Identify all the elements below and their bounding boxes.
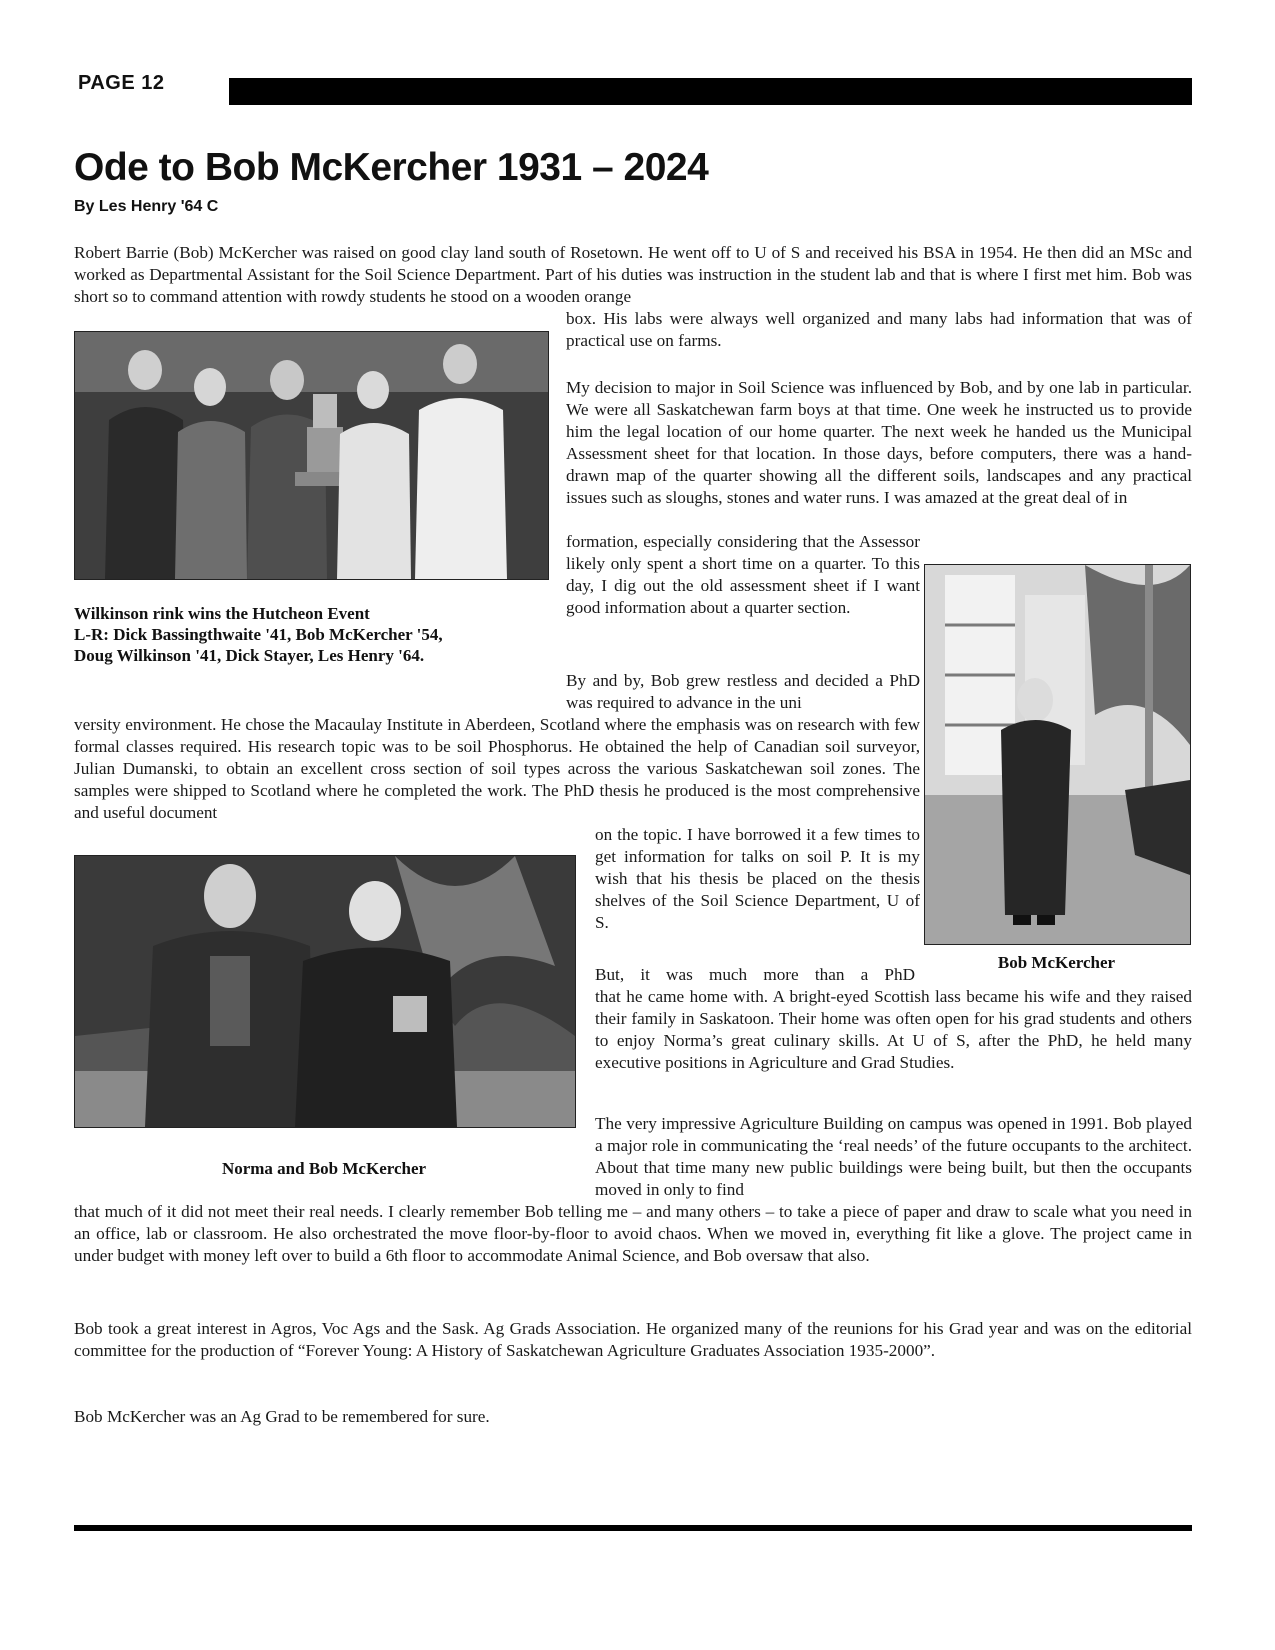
paragraph-scottish-lass: that he came home with. A bright-eyed Scottish lass became his wife and they raised their family in Saskatoon. Their home was often open for his grad students and others to enjoy Norma’s great culinary skills. At U of S, after the PhD, he held many executive positions in Agriculture and Grad Studies. — [595, 987, 1192, 1072]
header-bar — [229, 78, 1192, 105]
group-photo-caption — [74, 603, 443, 666]
paragraph-assessor: formation, especially considering that the Assessor likely only spent a short time on a quarter. To this day, I dig out the old assessment sheet if I want good information about a quarter section. — [566, 532, 920, 617]
paragraph-thesis: on the topic. I have borrowed it a few times to get information for talks on soil P. It is my wish that his thesis be placed on the thesis shelves of the Soil Science Department, U of S. — [595, 825, 920, 932]
couple-photo — [74, 855, 576, 1128]
group-photo — [74, 331, 549, 580]
bob-photo-caption: Bob McKercher — [997, 953, 1116, 972]
paragraph-phd-start: By and by, Bob grew restless and decided a PhD was required to advance in the uni — [566, 671, 920, 712]
paragraph-ag-building-continued: that much of it did not meet their real needs. I clearly remember Bob telling me – and many others – to take a piece of paper and draw to scale what you need in an office, lab or classroom. He also orchestrated the move floor-by-floor to avoid chaos. When we moved in, everything fit like a glove. The project came in under budget with money left over to build a 6th floor to accommodate Animal Science, and Bob oversaw that also. — [74, 1202, 1192, 1265]
caption-line: L-R: Dick Bassingthwaite '41, Bob McKercher '54, — [74, 625, 443, 644]
bob-photo — [924, 564, 1191, 945]
couple-photo-caption: Norma and Bob McKercher — [221, 1159, 427, 1178]
paragraph-agros: Bob took a great interest in Agros, Voc Ags and the Sask. Ag Grads Association. He organized many of the reunions for his Grad year and was on the editorial committee for the production of “Forever Young: A History of Saskatchewan Agriculture Graduates Association 1935-2000”. — [74, 1319, 1192, 1360]
paragraph-ag-building: The very impressive Agriculture Building on campus was opened in 1991. Bob played a major role in communicating the ‘real needs’ of the future occupants to the architect. About that time many new public buildings were being built, but then the occupants moved in only to find — [595, 1114, 1192, 1199]
paragraph-major-decision: My decision to major in Soil Science was influenced by Bob, and by one lab in particular. We were all Saskatchewan farm boys at that time. One week he instructed us to provide him the legal location of our home quarter. The next week he handed us the Municipal Assessment sheet for that location. In those days, before computers, there was a hand-drawn map of the quarter showing all the different soils, landscapes and any practical issues such as sloughs, stones and water runs. I was amazed at the great deal of in — [566, 378, 1192, 507]
caption-line: Wilkinson rink wins the Hutcheon Event — [74, 604, 370, 623]
paragraph-closing: Bob McKercher was an Ag Grad to be remembered for sure. — [74, 1407, 490, 1426]
paragraph-scottish-lass-lead: But, it was much more than a PhD — [595, 965, 915, 984]
footer-rule — [74, 1525, 1192, 1531]
paragraph-phd: versity environment. He chose the Macaulay Institute in Aberdeen, Scotland where the emphasis was on research with few formal classes required. His research topic was to be soil Phosphorus. He obtained the help of Canadian soil surveyor, Julian Dumanski, to obtain an excellent cross section of soil types across the various Saskatchewan soil zones. The samples were shipped to Scotland where he completed the work. The PhD thesis he produced is the most comprehensive and useful document — [74, 715, 920, 822]
caption-line: Doug Wilkinson '41, Dick Stayer, Les Henry '64. — [74, 646, 425, 665]
article-byline: By Les Henry '64 C — [74, 198, 219, 215]
page-number: PAGE 12 — [78, 72, 165, 94]
paragraph-intro: Robert Barrie (Bob) McKercher was raised on good clay land south of Rosetown. He went off to U of S and received his BSA in 1954. He then did an MSc and worked as Departmental Assistant for the Soil Science Department. Part of his duties was instruction in the student lab and that is where I first met him. Bob was short so to command attention with rowdy students he stood on a wooden orange — [74, 243, 1192, 306]
article-title: Ode to Bob McKercher 1931 – 2024 — [74, 146, 709, 189]
paragraph-intro-continued: box. His labs were always well organized and many labs had information that was of practical use on farms. — [566, 309, 1192, 350]
